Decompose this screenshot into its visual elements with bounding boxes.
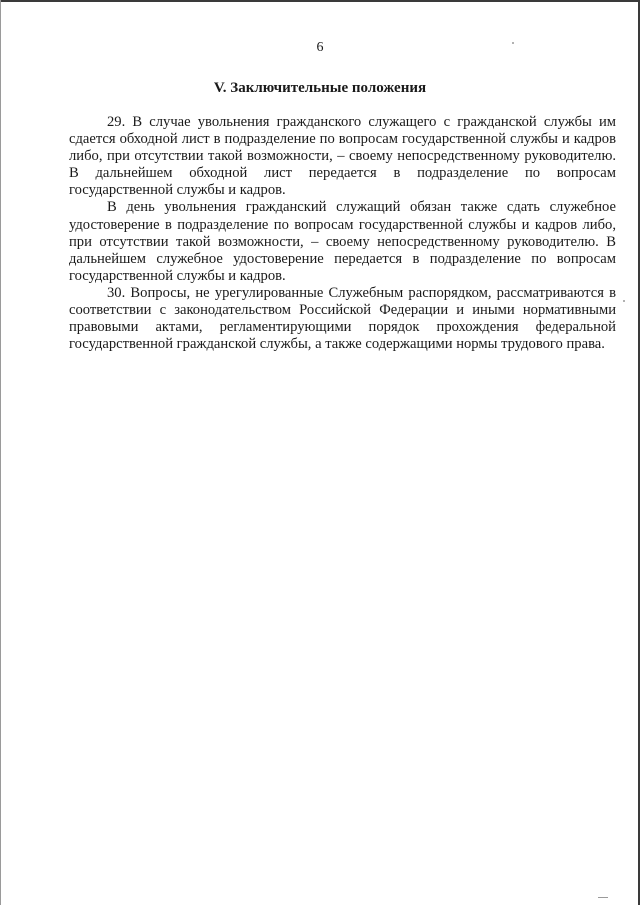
scan-border-left [0, 0, 1, 905]
paragraph-id-card: В день увольнения гражданский служащий обязан также сдать служебное удостоверение в подразделение по вопросам государственной службы и кадров либо, при отсутствии такой возможности, – своему непосредственному руководителю. В дальнейшем служебное удостоверение передается в подразделение по вопросам государственной службы и кадров. [69, 199, 616, 284]
scan-speck [512, 42, 514, 44]
scan-speck [598, 897, 608, 898]
paragraph-29: 29. В случае увольнения гражданского служащего с гражданской службы им сдается обходной лист в подразделение по вопросам государственной службы и кадров либо, при отсутствии такой возможности, – своему непосредственному руководителю. В дальнейшем обходной лист передается в подразделение по вопросам государственной службы и кадров. [69, 114, 616, 199]
section-heading: V. Заключительные положения [213, 80, 427, 96]
paragraph-30: 30. Вопросы, не урегулированные Служебным распорядком, рассматриваются в соответствии с законодательством Российской Федерации и иными нормативными правовыми актами, регламентирующими порядок прохождения федеральной государственной гражданской службы, а также содержащими нормы трудового права. [69, 284, 616, 353]
page-number: 6 [316, 40, 324, 55]
scan-border-top [0, 0, 640, 2]
scan-speck [623, 300, 625, 302]
body-text [69, 114, 616, 353]
